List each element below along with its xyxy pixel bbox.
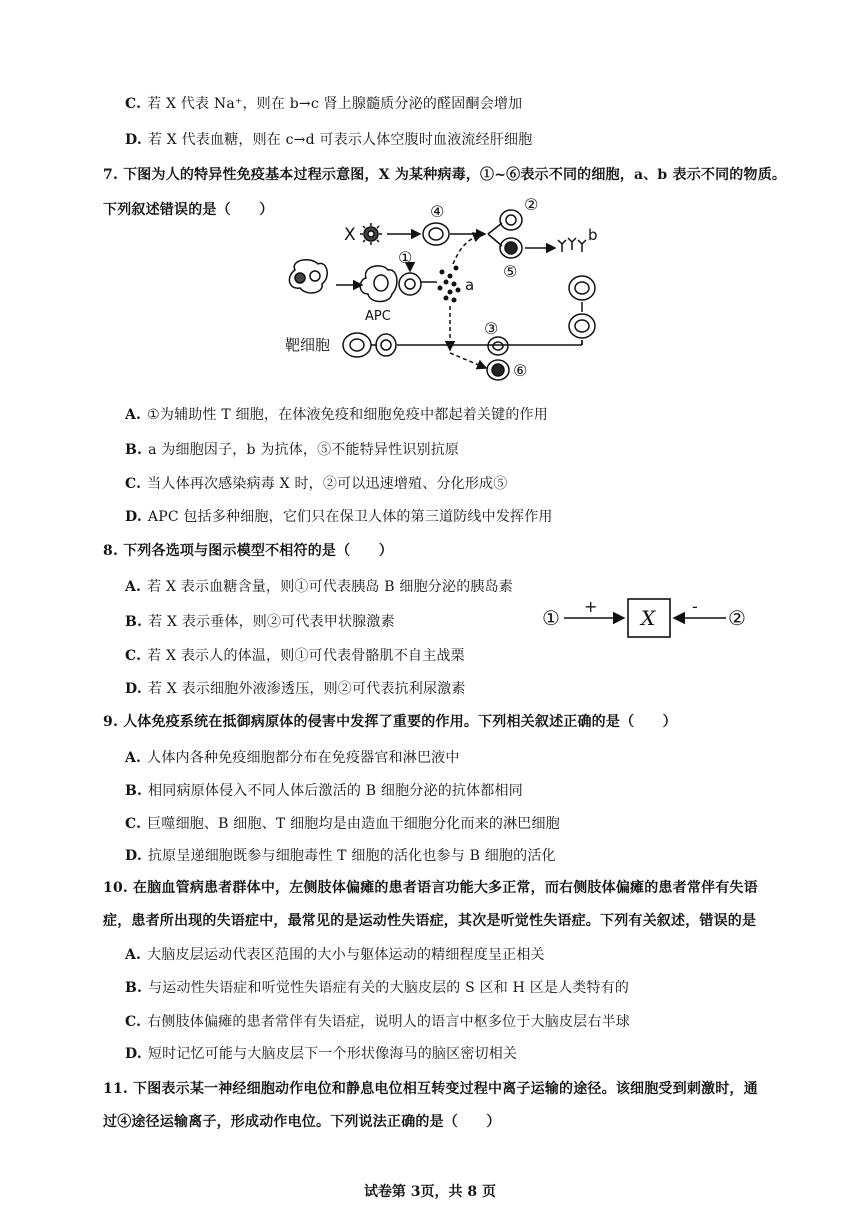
option-text: 若 X 表示垂体，则②可代表甲状腺激素 bbox=[148, 614, 395, 630]
q8-option-b bbox=[125, 613, 395, 631]
q10-option-c bbox=[125, 1013, 630, 1031]
q9-option-d bbox=[125, 847, 556, 865]
b-label: b bbox=[588, 226, 598, 244]
x-box-label: X bbox=[641, 606, 656, 630]
label-6: ⑥ bbox=[513, 361, 528, 380]
option-text: 短时记忆可能与大脑皮层下一个形状像海马的脑区密切相关 bbox=[147, 1046, 518, 1062]
option-letter: B. bbox=[125, 783, 143, 799]
option-letter: C. bbox=[125, 1014, 142, 1030]
option-letter: B. bbox=[125, 442, 143, 458]
q7-option-d bbox=[125, 508, 553, 526]
feedback-model-diagram bbox=[540, 592, 780, 652]
option-letter: B. bbox=[125, 980, 143, 996]
q10-stem-line2: 症，患者所出现的失语症中，最常见的是运动性失语症，其次是听觉性失语症。下列有关叙述，错误的是 bbox=[103, 913, 757, 929]
cell-1 bbox=[399, 273, 421, 295]
minus-sign: - bbox=[692, 597, 698, 616]
option-text: 巨噬细胞、B 细胞、T 细胞均是由造血干细胞分化而来的淋巴细胞 bbox=[147, 816, 560, 832]
option-text: 若 X 代表 Na⁺，则在 b→c 肾上腺髓质分泌的醛固酮会增加 bbox=[147, 96, 523, 112]
option-letter: A. bbox=[125, 579, 142, 595]
label-2: ② bbox=[524, 195, 539, 214]
option-letter: A. bbox=[125, 750, 142, 766]
q6-option-c bbox=[125, 95, 522, 113]
q6-option-d bbox=[125, 131, 532, 149]
q8-stem: 8. 下列各选项与图示模型不相符的是（ ） bbox=[103, 543, 393, 559]
q7-stem-line2: 下列叙述错误的是（ ） bbox=[103, 202, 274, 218]
page-footer: 试卷第 3页，共 8 页 bbox=[363, 1184, 497, 1200]
option-letter: D. bbox=[125, 509, 142, 525]
option-text: 若 X 表示细胞外液渗透压，则②可代表抗利尿激素 bbox=[147, 681, 466, 697]
virus-icon bbox=[360, 223, 382, 245]
option-text: 大脑皮层运动代表区范围的大小与躯体运动的精细程度呈正相关 bbox=[147, 947, 545, 963]
target-cell-icon bbox=[343, 333, 396, 357]
q11-stem-line1: 11. 下图表示某一神经细胞动作电位和静息电位相互转变过程中离子运输的途径。该细胞受到刺激时，通 bbox=[103, 1081, 758, 1097]
antibody-icon bbox=[558, 238, 586, 252]
option-letter: D. bbox=[125, 848, 142, 864]
q10-option-d bbox=[125, 1045, 517, 1063]
immune-process-diagram bbox=[270, 190, 620, 385]
q8-option-a bbox=[125, 578, 513, 596]
option-letter: D. bbox=[125, 681, 142, 697]
q9-stem: 9. 人体免疫系统在抵御病原体的侵害中发挥了重要的作用。下列相关叙述正确的是（ ） bbox=[103, 714, 677, 730]
cell-4 bbox=[423, 223, 449, 245]
plus-sign: + bbox=[584, 597, 598, 616]
option-letter: A. bbox=[125, 407, 142, 423]
option-text: 右侧肢体偏瘫的患者常伴有失语症，说明人的语言中枢多位于大脑皮层右半球 bbox=[147, 1014, 630, 1030]
q7-stem-line1: 7. 下图为人的特异性免疫基本过程示意图，X 为某种病毒，①~⑥表示不同的细胞，a、b 表示不同的物质。 bbox=[103, 167, 787, 183]
option-letter: C. bbox=[125, 816, 142, 832]
model-left-label: ① bbox=[542, 606, 560, 630]
cell-3 bbox=[488, 337, 508, 355]
q7-option-a bbox=[125, 406, 548, 424]
option-text: 若 X 表示人的体温，则①可代表骨骼肌不自主战栗 bbox=[147, 648, 465, 664]
option-text: 人体内各种免疫细胞都分布在免疫器官和淋巴液中 bbox=[147, 750, 460, 766]
q9-option-a bbox=[125, 749, 460, 767]
option-letter: C. bbox=[125, 96, 142, 112]
apc-cell-icon bbox=[360, 266, 397, 302]
label-1: ① bbox=[398, 248, 413, 267]
option-letter: D. bbox=[125, 1046, 142, 1062]
q10-option-b bbox=[125, 979, 629, 997]
option-letter: C. bbox=[125, 648, 142, 664]
option-letter: C. bbox=[125, 476, 142, 492]
cell-6 bbox=[487, 360, 509, 380]
phagocyte-with-virus-icon bbox=[289, 260, 327, 293]
effector-cell-top bbox=[569, 276, 595, 300]
model-right-label: ② bbox=[728, 606, 746, 630]
q8-option-c bbox=[125, 647, 465, 665]
q9-option-b bbox=[125, 782, 523, 800]
option-text: 抗原呈递细胞既参与细胞毒性 T 细胞的活化也参与 B 细胞的活化 bbox=[147, 848, 556, 864]
option-text: ①为辅助性 T 细胞，在体液免疫和细胞免疫中都起着关键的作用 bbox=[147, 407, 548, 423]
option-text: 当人体再次感染病毒 X 时，②可以迅速增殖、分化形成⑤ bbox=[147, 476, 508, 492]
label-5: ⑤ bbox=[503, 262, 518, 281]
cell-5 bbox=[500, 238, 522, 258]
q7-option-b bbox=[125, 441, 459, 459]
option-text: a 为细胞因子，b 为抗体，⑤不能特异性识别抗原 bbox=[148, 442, 460, 458]
option-text: 与运动性失语症和听觉性失语症有关的大脑皮层的 S 区和 H 区是人类特有的 bbox=[148, 980, 630, 996]
label-4: ④ bbox=[430, 202, 445, 221]
q8-option-d bbox=[125, 680, 466, 698]
apc-label: APC bbox=[365, 309, 391, 324]
q7-option-c bbox=[125, 475, 507, 493]
virus-x-label: X bbox=[344, 225, 356, 245]
a-label: a bbox=[465, 276, 475, 294]
label-3: ③ bbox=[484, 319, 499, 338]
effector-cell-bottom bbox=[569, 314, 595, 338]
cell-2 bbox=[500, 210, 522, 230]
target-cell-label: 靶细胞 bbox=[285, 336, 331, 354]
cytokine-dots bbox=[438, 266, 461, 303]
option-text: APC 包括多种细胞，它们只在保卫人体的第三道防线中发挥作用 bbox=[147, 509, 553, 525]
q9-option-c bbox=[125, 815, 560, 833]
option-text: 若 X 表示血糖含量，则①可代表胰岛 B 细胞分泌的胰岛素 bbox=[147, 579, 513, 595]
q10-stem-line1: 10. 在脑血管病患者群体中，左侧肢体偏瘫的患者语言功能大多正常，而右侧肢体偏瘫的患者常伴有失语 bbox=[103, 880, 758, 896]
q10-option-a bbox=[125, 946, 545, 964]
option-text: 相同病原体侵入不同人体后激活的 B 细胞分泌的抗体都相同 bbox=[148, 783, 523, 799]
option-text: 若 X 代表血糖，则在 c→d 可表示人体空腹时血液流经肝细胞 bbox=[147, 132, 533, 148]
option-letter: B. bbox=[125, 614, 143, 630]
option-letter: D. bbox=[125, 132, 142, 148]
q11-stem-line2: 过④途径运输离子，形成动作电位。下列说法正确的是（ ） bbox=[103, 1114, 501, 1130]
option-letter: A. bbox=[125, 947, 142, 963]
